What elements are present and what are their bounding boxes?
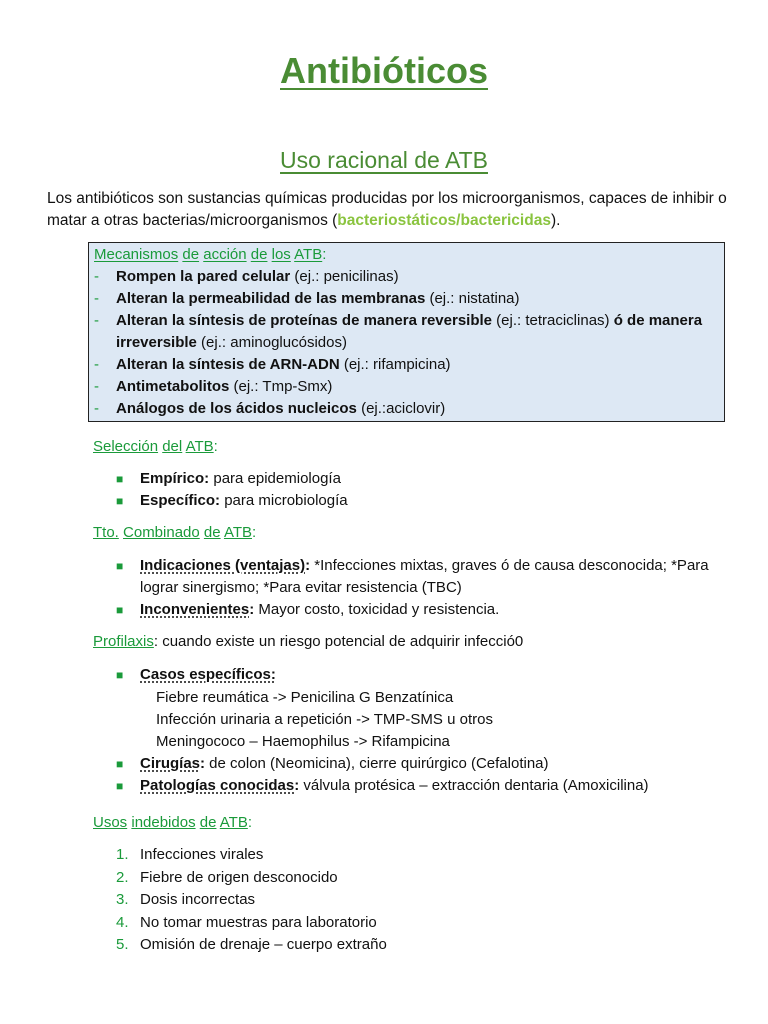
bullet-square-icon: ■: [116, 494, 124, 508]
list-item: ■ Patologías conocidas: válvula protésica – extracción dentaria (Amoxicilina): [116, 775, 736, 797]
list-item: ■ Inconvenientes: Mayor costo, toxicidad y resistencia.: [116, 599, 736, 621]
prophylaxis-list: [116, 664, 736, 797]
list-item: 1. Infecciones virales: [116, 846, 264, 863]
prophylaxis-heading: Profilaxis: cuando existe un riesgo potencial de adquirir infecció0: [93, 633, 524, 650]
list-item: ■ Cirugías: de colon (Neomicina), cierre quirúrgico (Cefalotina): [116, 753, 736, 775]
mechanism-item: - Análogos de los ácidos nucleicos (ej.:aciclovir): [94, 400, 446, 417]
bullet-square-icon: ■: [116, 559, 124, 573]
intro-highlight: bacteriostáticos/bactericidas: [337, 212, 551, 229]
case-line: Fiebre reumática -> Penicilina G Benzatínica: [156, 689, 454, 706]
combined-list: [116, 555, 736, 621]
mechanism-item: - Alteran la síntesis de ARN-ADN (ej.: rifampicina): [94, 356, 451, 373]
mechanisms-box: [88, 242, 725, 422]
case-line: Infección urinaria a repetición -> TMP-SMS u otros: [156, 711, 493, 728]
list-item: 4. No tomar muestras para laboratorio: [116, 913, 377, 931]
list-item: 2. Fiebre de origen desconocido: [116, 868, 338, 886]
combined-heading: Tto. Combinado de ATB:: [93, 524, 257, 541]
mechanism-item: - Alteran la síntesis de proteínas de manera reversible (ej.: tetraciclinas) ó de manera irreversible (ej.: aminoglucósidos): [94, 312, 703, 351]
mechanism-item: - Antimetabolitos (ej.: Tmp-Smx): [94, 378, 333, 395]
mechanism-item: - Rompen la pared celular (ej.: penicilinas): [94, 268, 399, 285]
bullet-square-icon: ■: [116, 779, 124, 793]
page-title: Antibióticos: [280, 50, 488, 91]
list-item: ■ Indicaciones (ventajas): *Infecciones mixtas, graves ó de causa desconocida; *Para lograr sinergismo; *Para evitar resistencia (TBC): [116, 555, 736, 599]
misuse-heading: Usos indebidos de ATB:: [93, 814, 253, 831]
intro-paragraph: Los antibióticos son sustancias químicas producidas por los microorganismos, capaces de inhibir o matar a otras bacterias/microorganismos (bacteriostáticos/bactericidas).: [47, 190, 727, 229]
list-item: ■ Casos específicos:: [116, 664, 736, 686]
list-item: ■ Empírico: para epidemiología: [116, 468, 736, 490]
selection-heading: Selección del ATB:: [93, 438, 218, 455]
list-item: 5. Omisión de drenaje – cuerpo extraño: [116, 936, 387, 953]
mechanisms-heading: Mecanismos de acción de los ATB:: [94, 246, 327, 263]
list-item: ■ Específico: para microbiología: [116, 490, 736, 512]
case-line: Meningococo – Haemophilus -> Rifampicina: [156, 733, 450, 750]
bullet-square-icon: ■: [116, 757, 124, 771]
bullet-square-icon: ■: [116, 603, 124, 617]
page-subtitle: Uso racional de ATB: [280, 147, 488, 173]
bullet-square-icon: ■: [116, 668, 124, 682]
list-item: 3. Dosis incorrectas: [116, 891, 256, 908]
misuse-list: [116, 844, 616, 957]
mechanism-item: - Alteran la permeabilidad de las membranas (ej.: nistatina): [94, 290, 520, 307]
bullet-square-icon: ■: [116, 472, 124, 486]
selection-list: [116, 468, 736, 512]
